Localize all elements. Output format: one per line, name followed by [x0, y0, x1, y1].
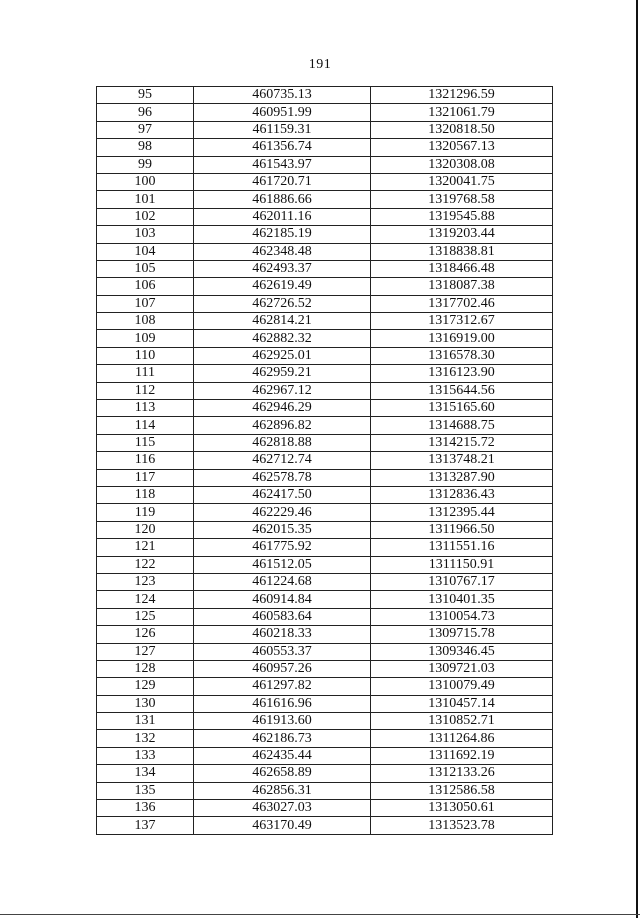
x-coordinate-cell: 461775.92	[194, 539, 371, 556]
table-row	[97, 104, 553, 121]
table-row	[97, 243, 553, 260]
table-row	[97, 295, 553, 312]
x-coordinate-cell: 460735.13	[194, 87, 371, 104]
x-coordinate-cell: 463170.49	[194, 817, 371, 834]
point-number-cell: 96	[97, 104, 194, 121]
y-coordinate-cell: 1312586.58	[371, 782, 553, 799]
x-coordinate-cell: 461886.66	[194, 191, 371, 208]
table-row	[97, 817, 553, 834]
table-row	[97, 730, 553, 747]
x-coordinate-cell: 460957.26	[194, 660, 371, 677]
point-number-cell: 101	[97, 191, 194, 208]
y-coordinate-cell: 1315165.60	[371, 400, 553, 417]
y-coordinate-cell: 1310079.49	[371, 678, 553, 695]
y-coordinate-cell: 1309346.45	[371, 643, 553, 660]
table-row	[97, 417, 553, 434]
y-coordinate-cell: 1311551.16	[371, 539, 553, 556]
x-coordinate-cell: 462882.32	[194, 330, 371, 347]
x-coordinate-cell: 461720.71	[194, 173, 371, 190]
y-coordinate-cell: 1319203.44	[371, 226, 553, 243]
table-row	[97, 434, 553, 451]
table-row	[97, 521, 553, 538]
x-coordinate-cell: 461159.31	[194, 121, 371, 138]
x-coordinate-cell: 462856.31	[194, 782, 371, 799]
point-number-cell: 126	[97, 626, 194, 643]
table-row	[97, 260, 553, 277]
x-coordinate-cell: 461224.68	[194, 573, 371, 590]
point-number-cell: 129	[97, 678, 194, 695]
x-coordinate-cell: 462959.21	[194, 365, 371, 382]
x-coordinate-cell: 462493.37	[194, 260, 371, 277]
y-coordinate-cell: 1309721.03	[371, 660, 553, 677]
y-coordinate-cell: 1319545.88	[371, 208, 553, 225]
point-number-cell: 132	[97, 730, 194, 747]
x-coordinate-cell: 462578.78	[194, 469, 371, 486]
point-number-cell: 95	[97, 87, 194, 104]
point-number-cell: 116	[97, 452, 194, 469]
x-coordinate-cell: 460914.84	[194, 591, 371, 608]
y-coordinate-cell: 1318466.48	[371, 260, 553, 277]
table-row	[97, 278, 553, 295]
point-number-cell: 114	[97, 417, 194, 434]
y-coordinate-cell: 1313287.90	[371, 469, 553, 486]
table-row	[97, 121, 553, 138]
point-number-cell: 121	[97, 539, 194, 556]
x-coordinate-cell: 462229.46	[194, 504, 371, 521]
table-row	[97, 643, 553, 660]
point-number-cell: 136	[97, 800, 194, 817]
x-coordinate-cell: 462726.52	[194, 295, 371, 312]
y-coordinate-cell: 1319768.58	[371, 191, 553, 208]
y-coordinate-cell: 1310767.17	[371, 573, 553, 590]
point-number-cell: 98	[97, 139, 194, 156]
x-coordinate-cell: 460553.37	[194, 643, 371, 660]
y-coordinate-cell: 1309715.78	[371, 626, 553, 643]
table-row	[97, 400, 553, 417]
y-coordinate-cell: 1310401.35	[371, 591, 553, 608]
y-coordinate-cell: 1315644.56	[371, 382, 553, 399]
point-number-cell: 113	[97, 400, 194, 417]
y-coordinate-cell: 1320818.50	[371, 121, 553, 138]
y-coordinate-cell: 1318087.38	[371, 278, 553, 295]
table-row	[97, 313, 553, 330]
point-number-cell: 111	[97, 365, 194, 382]
x-coordinate-cell: 463027.03	[194, 800, 371, 817]
y-coordinate-cell: 1316919.00	[371, 330, 553, 347]
point-number-cell: 107	[97, 295, 194, 312]
y-coordinate-cell: 1317312.67	[371, 313, 553, 330]
y-coordinate-cell: 1311150.91	[371, 556, 553, 573]
point-number-cell: 115	[97, 434, 194, 451]
table-row	[97, 539, 553, 556]
point-number-cell: 118	[97, 486, 194, 503]
x-coordinate-cell: 461297.82	[194, 678, 371, 695]
y-coordinate-cell: 1320308.08	[371, 156, 553, 173]
point-number-cell: 125	[97, 608, 194, 625]
table-row	[97, 660, 553, 677]
table-row	[97, 591, 553, 608]
table-row	[97, 800, 553, 817]
point-number-cell: 127	[97, 643, 194, 660]
point-number-cell: 131	[97, 713, 194, 730]
point-number-cell: 108	[97, 313, 194, 330]
table-row	[97, 173, 553, 190]
table-row	[97, 713, 553, 730]
x-coordinate-cell: 462896.82	[194, 417, 371, 434]
table-row	[97, 226, 553, 243]
y-coordinate-cell: 1312395.44	[371, 504, 553, 521]
y-coordinate-cell: 1321296.59	[371, 87, 553, 104]
x-coordinate-cell: 462435.44	[194, 747, 371, 764]
point-number-cell: 99	[97, 156, 194, 173]
scan-edge-bottom	[0, 914, 640, 915]
point-number-cell: 112	[97, 382, 194, 399]
point-number-cell: 104	[97, 243, 194, 260]
page-number: 191	[308, 57, 332, 72]
x-coordinate-cell: 462814.21	[194, 313, 371, 330]
y-coordinate-cell: 1310457.14	[371, 695, 553, 712]
y-coordinate-cell: 1314688.75	[371, 417, 553, 434]
point-number-cell: 110	[97, 347, 194, 364]
table-row	[97, 695, 553, 712]
point-number-cell: 109	[97, 330, 194, 347]
x-coordinate-cell: 461512.05	[194, 556, 371, 573]
table-row	[97, 504, 553, 521]
point-number-cell: 119	[97, 504, 194, 521]
x-coordinate-cell: 462186.73	[194, 730, 371, 747]
point-number-cell: 102	[97, 208, 194, 225]
x-coordinate-cell: 462967.12	[194, 382, 371, 399]
x-coordinate-cell: 462348.48	[194, 243, 371, 260]
x-coordinate-cell: 460218.33	[194, 626, 371, 643]
point-number-cell: 134	[97, 765, 194, 782]
point-number-cell: 128	[97, 660, 194, 677]
point-number-cell: 137	[97, 817, 194, 834]
x-coordinate-cell: 461543.97	[194, 156, 371, 173]
table-row	[97, 469, 553, 486]
x-coordinate-cell: 460951.99	[194, 104, 371, 121]
coordinates-table	[96, 86, 553, 835]
y-coordinate-cell: 1313748.21	[371, 452, 553, 469]
x-coordinate-cell: 462946.29	[194, 400, 371, 417]
x-coordinate-cell: 461616.96	[194, 695, 371, 712]
x-coordinate-cell: 461913.60	[194, 713, 371, 730]
point-number-cell: 123	[97, 573, 194, 590]
y-coordinate-cell: 1320041.75	[371, 173, 553, 190]
y-coordinate-cell: 1310054.73	[371, 608, 553, 625]
table-row	[97, 365, 553, 382]
x-coordinate-cell: 462818.88	[194, 434, 371, 451]
table-row	[97, 191, 553, 208]
point-number-cell: 135	[97, 782, 194, 799]
table-row	[97, 330, 553, 347]
point-number-cell: 97	[97, 121, 194, 138]
table-row	[97, 452, 553, 469]
table-row	[97, 608, 553, 625]
table-row	[97, 573, 553, 590]
x-coordinate-cell: 462417.50	[194, 486, 371, 503]
y-coordinate-cell: 1310852.71	[371, 713, 553, 730]
point-number-cell: 120	[97, 521, 194, 538]
y-coordinate-cell: 1312836.43	[371, 486, 553, 503]
table-row	[97, 782, 553, 799]
point-number-cell: 122	[97, 556, 194, 573]
y-coordinate-cell: 1320567.13	[371, 139, 553, 156]
table-row	[97, 139, 553, 156]
table-row	[97, 765, 553, 782]
table-row	[97, 486, 553, 503]
point-number-cell: 106	[97, 278, 194, 295]
y-coordinate-cell: 1312133.26	[371, 765, 553, 782]
table-row	[97, 556, 553, 573]
point-number-cell: 133	[97, 747, 194, 764]
table-row	[97, 156, 553, 173]
coordinates-table-body	[97, 87, 553, 835]
point-number-cell: 124	[97, 591, 194, 608]
point-number-cell: 117	[97, 469, 194, 486]
x-coordinate-cell: 462011.16	[194, 208, 371, 225]
point-number-cell: 130	[97, 695, 194, 712]
x-coordinate-cell: 461356.74	[194, 139, 371, 156]
table-row	[97, 747, 553, 764]
y-coordinate-cell: 1311264.86	[371, 730, 553, 747]
point-number-cell: 103	[97, 226, 194, 243]
y-coordinate-cell: 1316578.30	[371, 347, 553, 364]
table-row	[97, 678, 553, 695]
y-coordinate-cell: 1313523.78	[371, 817, 553, 834]
y-coordinate-cell: 1311966.50	[371, 521, 553, 538]
table-row	[97, 347, 553, 364]
x-coordinate-cell: 460583.64	[194, 608, 371, 625]
table-row	[97, 626, 553, 643]
y-coordinate-cell: 1313050.61	[371, 800, 553, 817]
y-coordinate-cell: 1316123.90	[371, 365, 553, 382]
table-row	[97, 87, 553, 104]
x-coordinate-cell: 462185.19	[194, 226, 371, 243]
table-row	[97, 208, 553, 225]
point-number-cell: 105	[97, 260, 194, 277]
y-coordinate-cell: 1311692.19	[371, 747, 553, 764]
table-row	[97, 382, 553, 399]
y-coordinate-cell: 1321061.79	[371, 104, 553, 121]
x-coordinate-cell: 462712.74	[194, 452, 371, 469]
x-coordinate-cell: 462619.49	[194, 278, 371, 295]
y-coordinate-cell: 1314215.72	[371, 434, 553, 451]
x-coordinate-cell: 462015.35	[194, 521, 371, 538]
point-number-cell: 100	[97, 173, 194, 190]
x-coordinate-cell: 462658.89	[194, 765, 371, 782]
x-coordinate-cell: 462925.01	[194, 347, 371, 364]
y-coordinate-cell: 1318838.81	[371, 243, 553, 260]
scan-edge-right	[636, 0, 638, 918]
y-coordinate-cell: 1317702.46	[371, 295, 553, 312]
